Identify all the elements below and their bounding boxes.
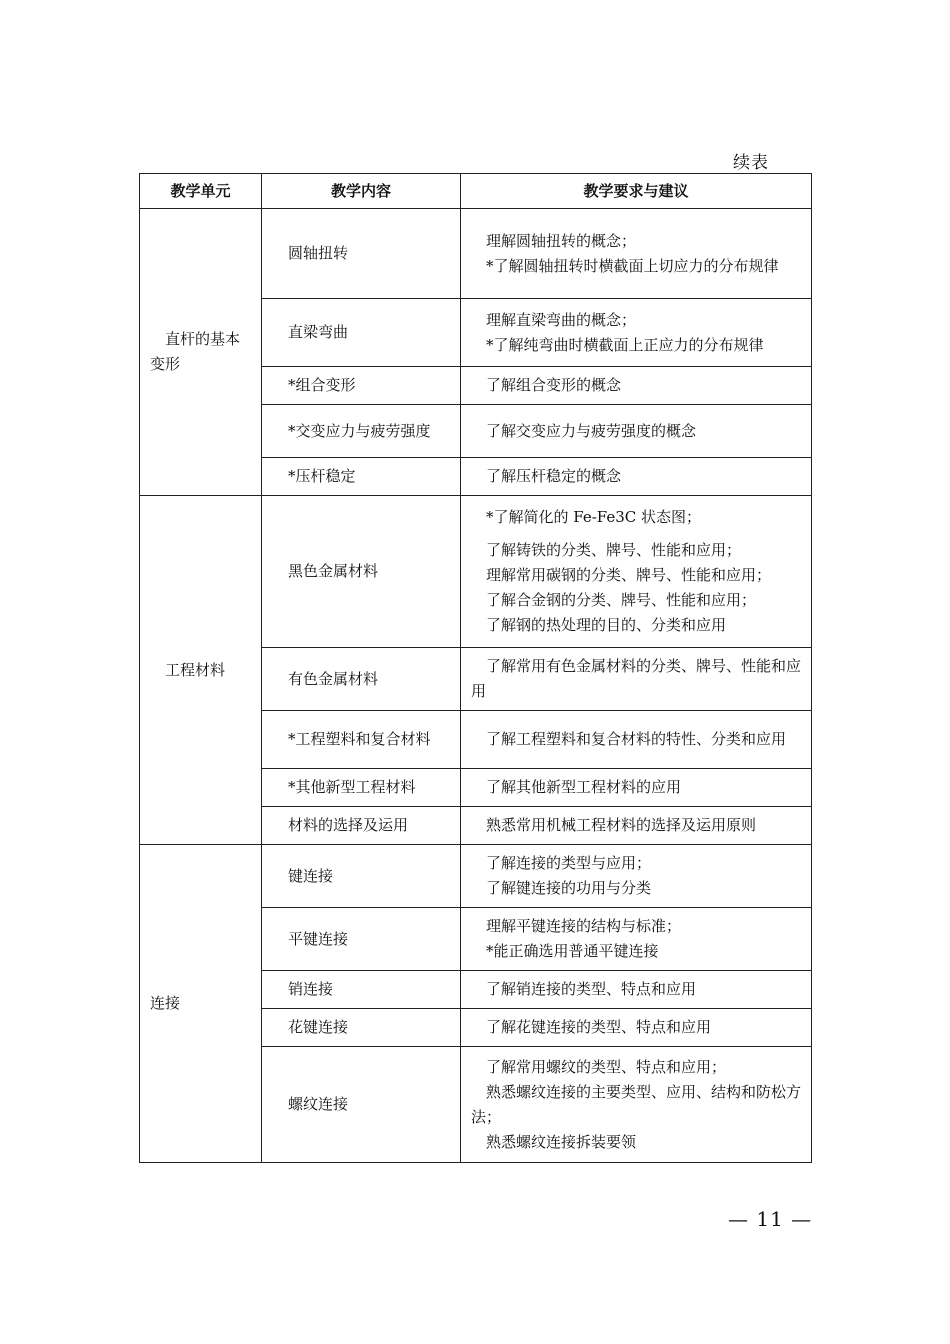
requirements-cell — [461, 1009, 812, 1047]
teaching-content-cell: *交变应力与疲劳强度 — [262, 405, 461, 458]
teaching-content-cell: 黑色金属材料 — [262, 496, 461, 648]
requirement-line: 了解铸铁的分类、牌号、性能和应用； — [486, 541, 742, 559]
requirement-line: *了解简化的 Fe-Fe3C 状态图； — [486, 508, 702, 526]
requirement-line: 了解钢的热处理的目的、分类和应用 — [486, 616, 727, 634]
requirements-cell — [461, 496, 812, 648]
table-header-row — [140, 174, 812, 209]
teaching-content-cell: *其他新型工程材料 — [262, 769, 461, 807]
requirement-line: 了解交变应力与疲劳强度的概念 — [486, 421, 697, 440]
teaching-unit-cell: 连接 — [140, 845, 262, 1163]
requirements-cell — [461, 908, 812, 971]
teaching-content-cell: 键连接 — [262, 845, 461, 908]
requirement-line: 熟悉螺纹连接拆装要领 — [486, 1132, 637, 1151]
teaching-content-cell: *工程塑料和复合材料 — [262, 711, 461, 769]
requirement-line: *了解圆轴扭转时横截面上切应力的分布规律 — [486, 256, 779, 275]
teaching-content-cell: *压杆稳定 — [262, 458, 461, 496]
page-number: — 11 — — [728, 1207, 813, 1231]
teaching-content-cell: 销连接 — [262, 971, 461, 1009]
requirement-line: 了解销连接的类型、特点和应用 — [486, 980, 697, 998]
requirement-line: 了解合金钢的分类、牌号、性能和应用； — [486, 591, 757, 609]
requirement-line: 了解其他新型工程材料的应用 — [486, 778, 682, 796]
requirements-cell — [461, 405, 812, 458]
requirement-line: 理解常用碳钢的分类、牌号、性能和应用； — [486, 566, 772, 584]
requirements-cell — [461, 1047, 812, 1163]
teaching-content-cell: 平键连接 — [262, 908, 461, 971]
requirement-line: *了解纯弯曲时横截面上正应力的分布规律 — [486, 335, 764, 354]
header-unit: 教学单元 — [140, 174, 262, 209]
teaching-content-cell: *组合变形 — [262, 367, 461, 405]
requirement-line: 了解常用有色金属材料的分类、牌号、性能和应用 — [471, 657, 802, 700]
table-row — [140, 496, 812, 648]
teaching-unit-cell: 直杆的基本变形 — [140, 209, 262, 496]
requirement-line: 理解平键连接的结构与标准； — [486, 917, 682, 935]
requirements-cell — [461, 845, 812, 908]
table-body — [140, 209, 812, 1163]
table-row — [140, 209, 812, 299]
header-requirements: 教学要求与建议 — [461, 174, 812, 209]
requirement-line: 熟悉常用机械工程材料的选择及运用原则 — [486, 816, 757, 834]
requirement-line: *能正确选用普通平键连接 — [486, 942, 659, 960]
requirement-line: 了解常用螺纹的类型、特点和应用； — [486, 1057, 727, 1076]
teaching-content-cell: 直梁弯曲 — [262, 299, 461, 367]
teaching-unit-cell: 工程材料 — [140, 496, 262, 845]
teaching-content-cell: 有色金属材料 — [262, 648, 461, 711]
requirement-line: 熟悉螺纹连接的主要类型、应用、结构和防松方法； — [471, 1082, 802, 1126]
requirement-line: 了解连接的类型与应用； — [486, 854, 652, 872]
requirements-cell — [461, 458, 812, 496]
curriculum-table — [139, 173, 812, 1163]
continued-label: 续表 — [733, 153, 769, 173]
teaching-content-cell: 材料的选择及运用 — [262, 807, 461, 845]
requirement-line: 了解花键连接的类型、特点和应用 — [486, 1018, 712, 1036]
requirements-cell — [461, 299, 812, 367]
teaching-content-cell: 花键连接 — [262, 1009, 461, 1047]
requirements-cell — [461, 209, 812, 299]
requirements-cell — [461, 807, 812, 845]
requirement-line: 理解圆轴扭转的概念； — [486, 231, 637, 250]
requirements-cell — [461, 711, 812, 769]
teaching-content-cell: 圆轴扭转 — [262, 209, 461, 299]
requirement-line: 了解工程塑料和复合材料的特性、分类和应用 — [486, 730, 787, 748]
requirements-cell — [461, 648, 812, 711]
requirements-cell — [461, 971, 812, 1009]
requirement-line: 了解压杆稳定的概念 — [486, 467, 622, 485]
requirement-line: 了解键连接的功用与分类 — [486, 879, 652, 897]
teaching-content-cell: 螺纹连接 — [262, 1047, 461, 1163]
requirements-cell — [461, 367, 812, 405]
requirements-cell — [461, 769, 812, 807]
requirement-line: 理解直梁弯曲的概念； — [486, 310, 637, 329]
header-content: 教学内容 — [262, 174, 461, 209]
table-row — [140, 845, 812, 908]
requirement-line: 了解组合变形的概念 — [486, 376, 622, 394]
